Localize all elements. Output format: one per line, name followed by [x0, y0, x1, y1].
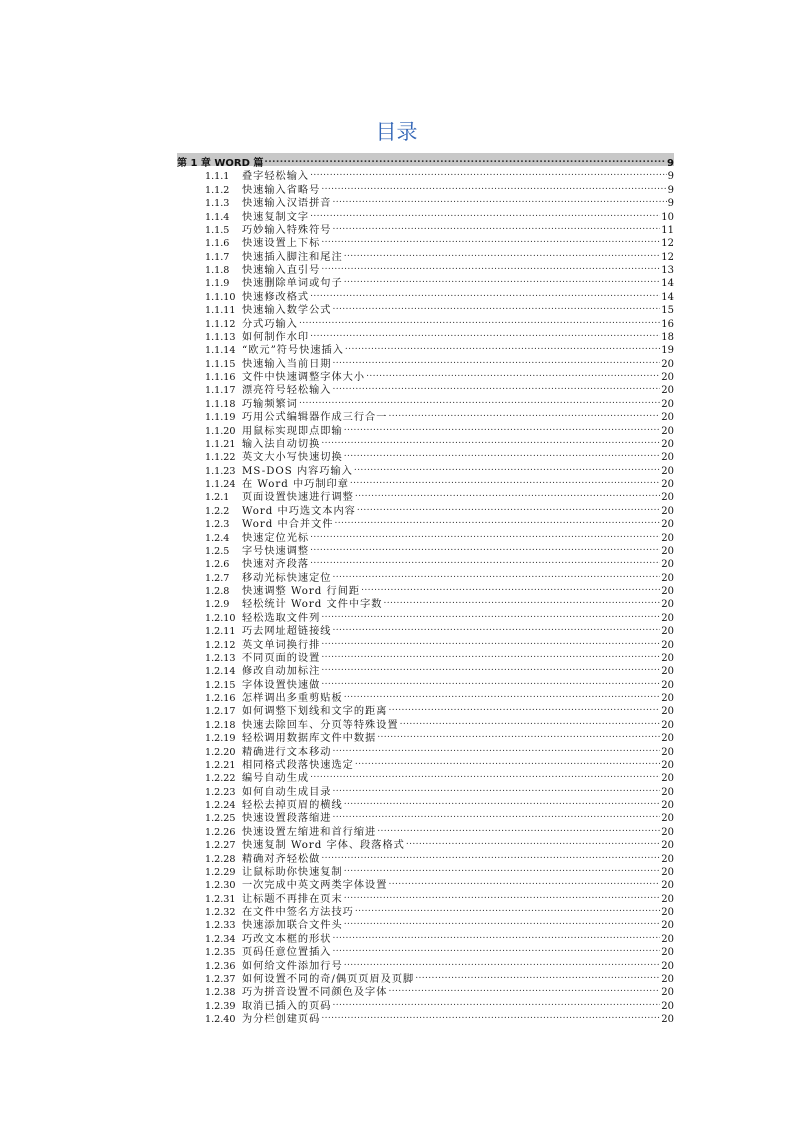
toc-entry-number: 1.1.23 — [205, 465, 236, 477]
toc-entry-title: 巧妙输入特殊符号 — [242, 224, 332, 236]
dot-leader — [355, 755, 660, 768]
dot-leader — [334, 514, 660, 527]
toc-entry-page-number: 20 — [661, 612, 674, 624]
dot-leader — [299, 314, 660, 327]
toc-entry-title: 漂亮符号轻松输入 — [242, 385, 332, 397]
toc-entry-page-number: 20 — [661, 786, 674, 798]
toc-entry-title: 快速复制 Word 字体、段落格式 — [242, 840, 405, 852]
toc-entry-page-number: 20 — [661, 599, 674, 611]
toc-entry-page-number: 20 — [661, 853, 674, 865]
toc-entry-number: 1.1.1 — [205, 171, 230, 183]
dot-leader — [310, 287, 660, 300]
dot-leader — [388, 982, 660, 995]
toc-entry-page-number: 20 — [661, 1000, 674, 1012]
dot-leader — [321, 849, 660, 862]
toc-entry-page-number: 9 — [667, 171, 674, 183]
dot-leader — [377, 728, 660, 741]
dot-leader — [400, 715, 661, 728]
toc-entry-page-number: 20 — [661, 773, 674, 785]
toc-entry-number: 1.2.38 — [205, 987, 236, 999]
dot-leader — [333, 193, 667, 206]
toc-entry-number: 1.1.14 — [205, 345, 236, 357]
toc-entry-number: 1.2.23 — [205, 786, 236, 798]
toc-entry-page-number: 10 — [661, 211, 674, 223]
toc-entry-page-number: 20 — [661, 505, 674, 517]
toc-entry-title: 相同格式段落快速选定 — [242, 759, 354, 771]
toc-entry-title: Word 中巧选文本内容 — [242, 505, 356, 517]
toc-entry-title: 快速输入汉语拼音 — [242, 198, 332, 210]
toc-entry-title: 页码任意位置插入 — [242, 947, 332, 959]
toc-entry-title: 取消已插入的页码 — [242, 1000, 332, 1012]
toc-entry-title: 快速输入直引号 — [242, 265, 321, 276]
toc-entry-page-number: 16 — [661, 318, 674, 330]
toc-entry-number: 1.2.1 — [205, 492, 230, 504]
toc-entry-page-number: 20 — [661, 947, 674, 959]
toc-entry-title: 如何调整下划线和文字的距离 — [242, 706, 388, 718]
toc-entry-number: 1.2.35 — [205, 947, 236, 959]
toc-entry-title: MS-DOS 内容巧输入 — [242, 465, 353, 477]
dot-leader — [321, 661, 660, 674]
toc-entry-title: 快速去除回车、分页等特殊设置 — [242, 719, 399, 731]
dot-leader — [357, 501, 660, 514]
dot-leader — [333, 568, 661, 581]
toc-entry-page-number: 18 — [661, 331, 674, 343]
toc-entry-number: 1.2.14 — [205, 666, 236, 678]
toc-entry-title: “欧元”符号快速插入 — [242, 345, 344, 357]
toc-entry-page-number: 20 — [661, 719, 674, 731]
toc-entry-page-number: 20 — [661, 826, 674, 838]
dot-leader — [345, 340, 660, 353]
toc-entry-title: 编号自动生成 — [242, 773, 310, 785]
toc-entry-page-number: 15 — [661, 305, 674, 317]
toc-entry-number: 1.1.4 — [205, 211, 230, 223]
toc-entry-number: 1.2.36 — [205, 960, 236, 972]
dot-leader — [344, 956, 661, 969]
toc-entry-page-number: 9 — [667, 198, 674, 210]
toc-entry-number: 1.2.17 — [205, 706, 236, 718]
toc-entry-title: 快速定位光标 — [242, 532, 310, 544]
toc-entry-page-number: 20 — [661, 492, 674, 504]
toc-entry-number: 1.2.31 — [205, 893, 236, 905]
dot-leader — [321, 180, 666, 193]
dot-leader — [354, 461, 660, 474]
dot-leader — [388, 407, 660, 420]
toc-entry-title: 快速输入当前日期 — [242, 358, 332, 370]
toc-entry-number: 1.1.10 — [205, 291, 236, 303]
toc-entry-page-number: 20 — [661, 479, 674, 490]
toc-entry-title: 移动光标快速定位 — [242, 572, 332, 584]
toc-entry-page-number: 20 — [661, 626, 674, 638]
dot-leader — [333, 354, 661, 367]
dot-leader — [344, 273, 661, 286]
toc-entry-number: 1.2.25 — [205, 813, 236, 825]
toc-entry-page-number: 20 — [661, 706, 674, 718]
toc-entry-page-number: 12 — [661, 251, 674, 263]
toc-entry-page-number: 20 — [661, 679, 674, 691]
toc-entry-title: 轻松调用数据库文件中数据 — [242, 733, 377, 745]
dot-leader — [321, 233, 660, 246]
toc-entry-number: 1.2.5 — [205, 545, 230, 557]
dot-leader — [333, 929, 661, 942]
toc-chapter-link[interactable] — [177, 153, 674, 169]
dot-leader — [377, 822, 660, 835]
toc-entry-page-number: 20 — [661, 733, 674, 745]
toc-entry-number: 1.2.2 — [205, 505, 230, 517]
toc-entry-title: 快速设置左缩进和首行缩进 — [242, 826, 377, 838]
toc-entry-page-number: 12 — [661, 238, 674, 250]
toc-entry-number: 1.2.40 — [205, 1014, 236, 1025]
dot-leader — [321, 434, 660, 447]
toc-entry-number: 1.2.19 — [205, 733, 236, 745]
toc-entry-page-number: 20 — [661, 973, 674, 985]
toc-entry-number: 1.2.37 — [205, 973, 236, 985]
toc-entry-title: 页面设置快速进行调整 — [242, 492, 354, 504]
toc-entry-page-number: 20 — [661, 358, 674, 370]
toc-entry-number: 1.1.9 — [205, 278, 230, 290]
toc-entry-title: 用鼠标实现即点即输 — [242, 425, 343, 437]
toc-entry-number: 1.1.22 — [205, 452, 236, 464]
toc-entry-title: 在 Word 中巧制印章 — [242, 479, 349, 490]
dot-leader — [310, 327, 660, 340]
toc-entry-number: 1.1.21 — [205, 438, 236, 450]
toc-entry-number: 1.2.33 — [205, 920, 236, 932]
toc-entry-page-number: 19 — [661, 345, 674, 357]
toc-entry-number: 1.1.24 — [205, 479, 236, 490]
toc-entry-page-number: 9 — [667, 184, 674, 196]
toc-entry-number: 1.2.28 — [205, 853, 236, 865]
toc-entry-page-number: 20 — [661, 960, 674, 972]
toc-entry-title: 快速输入数学公式 — [242, 305, 332, 317]
dot-leader — [333, 996, 661, 1009]
toc-entry-page-number: 20 — [661, 559, 674, 571]
chapter-label: 第 1 章 WORD 篇 — [177, 158, 264, 169]
toc-entry-number: 1.2.7 — [205, 572, 230, 584]
toc-entry-number: 1.2.22 — [205, 773, 236, 785]
toc-entry-title: 快速插入脚注和尾注 — [242, 251, 343, 263]
toc-entry-page-number: 20 — [661, 572, 674, 584]
toc-entry-page-number: 20 — [661, 987, 674, 999]
toc-entry-title: 快速输入省略号 — [242, 184, 321, 196]
toc-entry-title: 快速添加联合文件头 — [242, 920, 343, 932]
dot-leader — [310, 528, 660, 541]
toc-entry-page-number: 20 — [661, 545, 674, 557]
toc-entry-number: 1.2.39 — [205, 1000, 236, 1012]
toc-entry-page-number: 14 — [661, 278, 674, 290]
toc-entry-page-number: 20 — [661, 519, 674, 531]
toc-entry-number: 1.2.15 — [205, 679, 236, 691]
toc-entry-title: 快速对齐段落 — [242, 559, 310, 571]
dot-leader — [333, 782, 661, 795]
toc-entry-number: 1.2.32 — [205, 907, 236, 918]
toc-entry-title: 快速修改格式 — [242, 291, 310, 303]
toc-entry-title: 快速设置段落缩进 — [242, 813, 332, 825]
toc-entry-number: 1.2.6 — [205, 559, 230, 571]
toc-entry-title: 怎样调出多重剪贴板 — [242, 693, 343, 704]
toc-entry-number: 1.2.20 — [205, 746, 236, 758]
toc-entry-page-number: 20 — [661, 866, 674, 878]
toc-entry-number: 1.2.4 — [205, 532, 230, 544]
dot-leader — [366, 367, 660, 380]
dot-leader — [361, 581, 660, 594]
toc-entry-number: 1.2.27 — [205, 840, 236, 852]
dot-leader — [344, 247, 661, 260]
toc-entry-title: 巧输频繁词 — [242, 398, 298, 410]
toc-entry-title: 不同页面的设置 — [242, 652, 321, 664]
dot-leader — [415, 969, 660, 982]
dot-leader — [333, 808, 661, 821]
toc-entry-title: 为分栏创建页码 — [242, 1014, 321, 1025]
toc-entry-page-number: 20 — [661, 933, 674, 945]
dot-leader — [321, 648, 660, 661]
toc-entry-title: 快速设置上下标 — [242, 238, 321, 250]
toc-entry-number: 1.2.9 — [205, 599, 230, 611]
toc-entry-title: 分式巧输入 — [242, 318, 298, 330]
toc-entry-number: 1.2.11 — [205, 626, 236, 638]
toc-entry-number: 1.2.18 — [205, 719, 236, 731]
toc-entry-page-number: 20 — [661, 840, 674, 852]
dot-leader — [264, 153, 666, 166]
toc-entry-number: 1.2.26 — [205, 826, 236, 838]
toc-entry-page-number: 20 — [661, 452, 674, 464]
dot-leader — [333, 742, 661, 755]
toc-entry-number: 1.1.6 — [205, 238, 230, 250]
toc-entry-title: 文件中快速调整字体大小 — [242, 372, 366, 383]
dot-leader — [344, 795, 661, 808]
dot-leader — [310, 554, 660, 567]
toc-entry-title: 如何设置不同的奇/偶页页眉及页脚 — [242, 973, 415, 985]
dot-leader — [321, 635, 660, 648]
toc-entry-number: 1.2.3 — [205, 519, 230, 531]
toc-entry-page-number: 20 — [661, 639, 674, 651]
toc-entry-number: 1.2.24 — [205, 800, 236, 811]
toc-entry-page-number: 20 — [661, 693, 674, 704]
toc-entry-page-number: 20 — [661, 920, 674, 932]
dot-leader — [310, 207, 660, 220]
toc-entry-title: 轻松去掉页眉的横线 — [242, 800, 343, 811]
toc-entry-title: 巧去网址超链接线 — [242, 626, 332, 638]
page-title: 目录 — [375, 120, 418, 144]
dot-leader — [406, 835, 660, 848]
toc-entry-title: 精确对齐轻松做 — [242, 853, 321, 865]
toc-entry-page-number: 20 — [661, 666, 674, 678]
dot-leader — [355, 902, 660, 915]
toc-entry-page-number: 20 — [661, 372, 674, 383]
toc-entry-number: 1.2.16 — [205, 693, 236, 704]
toc-entry-page-number: 20 — [661, 907, 674, 918]
dot-leader — [321, 608, 660, 621]
toc-entry-title: 字号快速调整 — [242, 545, 310, 557]
toc-entry-number: 1.2.8 — [205, 586, 230, 597]
toc-entry-number: 1.1.2 — [205, 184, 230, 196]
toc-entry-page-number: 20 — [661, 385, 674, 397]
toc-entry-page-number: 20 — [661, 465, 674, 477]
toc-entry-title: 英文大小写快速切换 — [242, 452, 343, 464]
toc-entry-title: 字体设置快速做 — [242, 679, 321, 691]
toc-entry-page-number: 14 — [661, 291, 674, 303]
toc-entry-page-number: 20 — [661, 759, 674, 771]
toc-entry-title: 轻松选取文件列 — [242, 612, 321, 624]
toc-entry-title: 如何给文件添加行号 — [242, 960, 343, 972]
dot-leader — [344, 915, 661, 928]
dot-leader — [333, 380, 661, 393]
dot-leader — [383, 594, 660, 607]
toc-entry-number: 1.2.30 — [205, 880, 236, 892]
dot-leader — [388, 875, 660, 888]
toc-entry-page-number: 20 — [661, 800, 674, 811]
toc-entry-title: 让鼠标助你快速复制 — [242, 866, 343, 878]
chapter-page-number: 9 — [667, 158, 674, 169]
toc-entry-page-number: 13 — [661, 265, 674, 276]
toc-entry-number: 1.1.18 — [205, 398, 236, 410]
dot-leader — [344, 889, 661, 902]
toc-entry-title: 快速调整 Word 行间距 — [242, 586, 361, 597]
toc-entry-title: 轻松统计 Word 文件中字数 — [242, 599, 383, 611]
toc-entry-title: 精确进行文本移动 — [242, 746, 332, 758]
toc-entry-number: 1.1.13 — [205, 331, 236, 343]
toc-entry-page-number: 20 — [661, 1014, 674, 1025]
toc-entry-number: 1.2.21 — [205, 759, 236, 771]
toc-entry-title: 巧用公式编辑器作成三行合一 — [242, 412, 388, 424]
dot-leader — [388, 701, 660, 714]
toc-entry-number: 1.1.20 — [205, 425, 236, 437]
dot-leader — [355, 487, 660, 500]
dot-leader — [321, 675, 660, 688]
toc-entry-number: 1.2.34 — [205, 933, 236, 945]
dot-leader — [333, 220, 661, 233]
toc-entry-number: 1.1.7 — [205, 251, 230, 263]
toc-entry-title: 让标题不再排在页末 — [242, 893, 343, 905]
toc-entry-title: 在文件中签名方法技巧 — [242, 907, 354, 918]
toc-entry-title: 叠字轻松输入 — [242, 171, 310, 183]
dot-leader — [310, 768, 660, 781]
toc-entry-title: 巧改文本框的形状 — [242, 933, 332, 945]
toc-entry-number: 1.1.11 — [205, 305, 236, 317]
toc-entry-number: 1.1.19 — [205, 412, 236, 424]
toc-entry-title: Word 中合并文件 — [242, 519, 334, 531]
toc-entry-title: 如何制作水印 — [242, 331, 310, 343]
toc-entry-page-number: 11 — [661, 224, 674, 236]
dot-leader — [321, 1009, 660, 1022]
toc-entry-number: 1.1.3 — [205, 198, 230, 210]
toc-entry-number: 1.1.16 — [205, 372, 236, 383]
toc-entry-number: 1.2.12 — [205, 639, 236, 651]
table-of-contents — [177, 153, 674, 1025]
dot-leader — [333, 942, 661, 955]
dot-leader — [344, 447, 661, 460]
toc-entry-page-number: 20 — [661, 532, 674, 544]
toc-entry-page-number: 20 — [661, 813, 674, 825]
toc-entry-page-number: 20 — [661, 586, 674, 597]
toc-entry-number: 1.1.15 — [205, 358, 236, 370]
toc-entry-number: 1.2.13 — [205, 652, 236, 664]
dot-leader — [344, 421, 661, 434]
dot-leader — [344, 688, 661, 701]
toc-entry-title: 巧为拼音设置不同颜色及字体 — [242, 987, 388, 999]
toc-entry-number: 1.2.29 — [205, 866, 236, 878]
toc-entry-title: 如何自动生成目录 — [242, 786, 332, 798]
toc-entry-title: 输入法自动切换 — [242, 438, 321, 450]
toc-entry-page-number: 20 — [661, 746, 674, 758]
dot-leader — [350, 474, 660, 487]
toc-entry-title: 快速删除单词或句子 — [242, 278, 343, 290]
toc-entry-title: 快速复制文字 — [242, 211, 310, 223]
toc-entry-number: 1.2.10 — [205, 612, 236, 624]
dot-leader — [333, 621, 661, 634]
dot-leader — [344, 862, 661, 875]
toc-entry-number: 1.1.17 — [205, 385, 236, 397]
toc-entry-number: 1.1.12 — [205, 318, 236, 330]
toc-entry-title: 一次完成中英文两类字体设置 — [242, 880, 388, 892]
toc-entry-number: 1.1.8 — [205, 265, 230, 276]
toc-entry-title: 修改自动加标注 — [242, 666, 321, 678]
toc-entry-page-number: 20 — [661, 893, 674, 905]
toc-entry-number: 1.1.5 — [205, 224, 230, 236]
toc-entry-page-number: 20 — [661, 652, 674, 664]
toc-entry-page-number: 20 — [661, 425, 674, 437]
dot-leader — [321, 260, 660, 273]
toc-entry-page-number: 20 — [661, 412, 674, 424]
dot-leader — [310, 541, 660, 554]
dot-leader — [333, 300, 661, 313]
dot-leader — [299, 394, 660, 407]
toc-entry-title: 英文单词换行排 — [242, 639, 321, 651]
toc-entry-page-number: 20 — [661, 880, 674, 892]
toc-entry-page-number: 20 — [661, 398, 674, 410]
toc-entry-page-number: 20 — [661, 438, 674, 450]
dot-leader — [310, 166, 667, 179]
